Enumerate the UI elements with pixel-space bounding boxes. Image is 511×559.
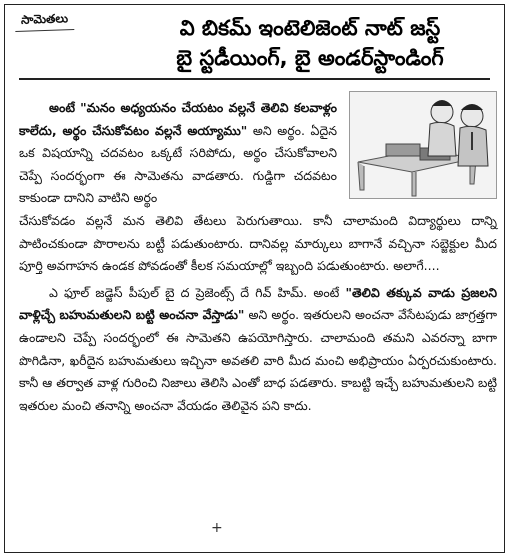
section-tag: సామెతలు: [15, 10, 75, 32]
article-frame: [4, 4, 505, 553]
headline: [115, 13, 505, 73]
paragraph-1: [19, 97, 337, 210]
headline-divider: [19, 78, 490, 80]
paragraph-1-text: అని అర్థం. ఏదైన ఒక విషయాన్ని చదవటం ఒక్కటే సరిపోదు, అర్థం చేసుకోవాలని చెప్పే సందర్భంగా ఈ సామెతను వాడతారు. గుడ్డిగా చదవటం కాకుండా దానిని వాటిని అర్థం: [19, 122, 337, 206]
paragraph-3-text: అని అర్థం. ఇతరులని అంచనా వేసేటపుడు జాగ్రత్తగా ఉండాలని చెప్పే సందర్భంలో ఈ సామెతని ఉపయోగిస్తారు. చాలామంది తమని ఎవరన్నా బాగా పొగిడినా, ఖరీదైన బహుమతులు ఇచ్చినా అవతలి వారి మీద మంచి అభిప్రాయం ఏర్పరచుకుంటారు. కానీ ఆ తర్వాత వాళ్ల గురించి నిజాలు తెలిసి ఎంతో బాధ పడతారు. కాబట్టి ఇచ్చే బహుమతులని బట్టి ఇతరుల మంచి తనాన్ని అంచనా వేయడం తెలివైన పని కాదు.: [19, 307, 497, 413]
headline-line-2: బై స్టడీయింగ్, బై అండర్‌స్టాండింగ్: [176, 46, 444, 70]
paragraph-2: చేసుకోవడం వల్లనే మన తెలివి తేటలు పెరుగుతాయి. కానీ చాలామంది విద్యార్థులు దాన్ని పాటించకుండా పొరాలను బట్టీ పడుతుంటారు. దానివల్ల మార్కులు బాగానే వచ్చినా సబ్జెక్టుల మీద పూర్తి అవగాహన ఉండక పోవడంతో కీలక సమయాల్లో ఇబ్బంది పడుతుంటారు. అలాగే....: [19, 212, 497, 274]
paragraph-1-quote: "మనం అధ్యయనం చేయటం వల్లనే తెలివి కలవాళ్లం కాలేదు, అర్థం చేసుకోవటం వల్లనే అయ్యాము": [19, 100, 337, 138]
headline-line-1: వి బికమ్ ఇంటెలిజెంట్ నాట్ జస్ట్: [179, 16, 441, 40]
footer-mark: +: [211, 520, 223, 536]
paragraph-3-lead: ఎ ఫూల్ జడ్జెస్ పీపుల్ బై ద ప్రెజెంట్స్ దే గివ్ హిమ్. అంటే: [49, 284, 340, 300]
paragraph-3: [19, 282, 497, 418]
paragraph-1-lead: అంటే: [49, 100, 75, 115]
paragraph-3-quote: "తెలివి తక్కువ వాడు ప్రజలని వాళ్లిచ్చే బహుమతులని బట్టి అంచనా వేస్తాడు": [19, 284, 497, 323]
article-body: [19, 97, 497, 417]
